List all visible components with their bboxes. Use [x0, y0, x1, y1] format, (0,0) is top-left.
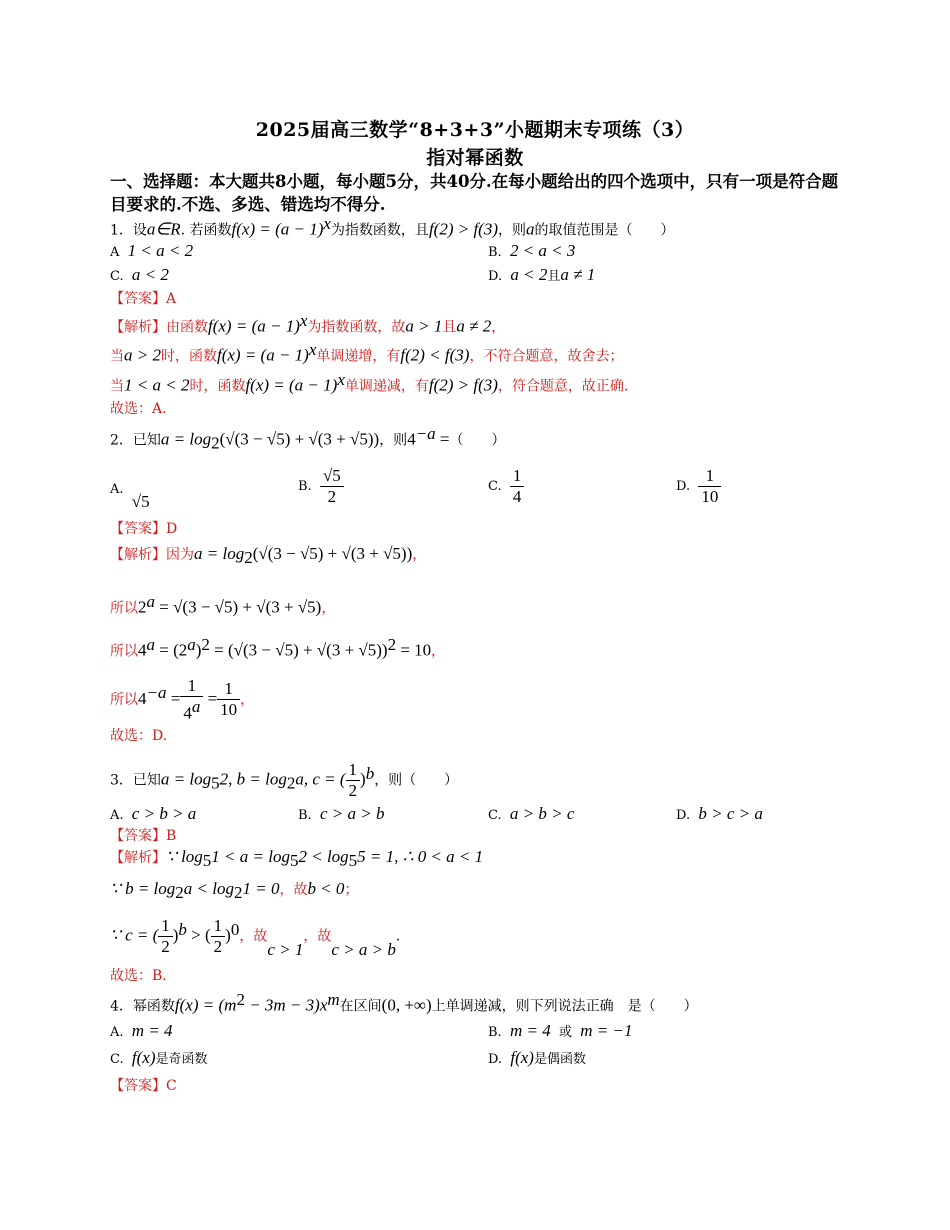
question-1-conclusion: 故选：A. — [110, 401, 167, 417]
question-1-analysis-line-1: 【解析】由函数$f(x) = (a - 1)^x$为指数函数，故a > 1且a ≠ 2， — [110, 311, 506, 336]
page-subtitle: 指对幂函数 — [426, 147, 524, 169]
question-1-option-c: C. a < 2 — [110, 265, 169, 284]
question-4-option-a: A. m = 4 — [110, 1021, 173, 1040]
question-4-option-c: C. f(x)是奇函数 — [110, 1048, 208, 1067]
question-1-option-b: B. 2 < a < 3 — [488, 241, 576, 260]
question-3-answer: 【答案】B — [110, 828, 177, 844]
question-2-option-b: B. $\frac{√5}{2}$ — [298, 466, 344, 507]
question-3-analysis-line-1: 【解析】∵ $\log_51 < a = \log_52 < \log_55 = 1$, ∴ 0 < a < 1 — [110, 847, 484, 870]
question-1-option-a: A 1 < a < 2 — [110, 241, 194, 260]
question-2-answer: 【答案】D — [110, 521, 178, 537]
question-1-stem: 1．设a∈R. 若函数$f(x) = (a - 1)^x$为指数函数，且f(2) > f(3)，则a的取值范围是（ ） — [110, 214, 675, 239]
question-4-stem: 4．幂函数$f(x) = (m^2 - 3m - 3)x^m$在区间(0, +∞)上单调递减，则下列说法正确 是（ ） — [110, 990, 698, 1015]
question-3-analysis-line-2: ∵ $b = \log_2a < \log_21 = 0$，故b < 0； — [110, 879, 359, 902]
question-1-answer: 【答案】A — [110, 291, 177, 307]
question-3-analysis-line-3: ∵ c = ( $\frac{1}{2}$ )$^b$ > ( $\frac{1}{2}$ )$^0$，故c > 1，故c > a > b. — [110, 916, 401, 959]
question-2-analysis-line-1: 【解析】因为$a = \log_2(√(3 - √5) + √(3 + √5))$， — [110, 544, 427, 567]
question-2-stem: 2．已知$a = \log_2(√(3 - √5) + √(3 + √5))$，则$4^{-a}$ =（ ） — [110, 424, 506, 453]
question-2-analysis-line-4: 所以$4^{-a}$ = $\frac{1}{4^a}$ = $\frac{1}{10}$ ， — [110, 676, 255, 723]
section-heading: 一、选择题：本大题共8小题，每小题5分，共40分.在每小题给出的四个选项中，只有一项是符合题目要求的.不选、多选、错选均不得分. — [110, 172, 839, 214]
question-1-analysis-line-3: 当1 < a < 2时，函数$f(x) = (a - 1)^x$单调递减，有f(2) > f(3)，符合题意，故正确. — [110, 370, 629, 395]
question-3-stem: 3．已知$a = \log_52$, $b = \log_2a$, c = ( $\frac{1}{2}$ )$^b$，则（ ） — [110, 760, 459, 800]
question-1-option-d: D. a < 2且a ≠ 1 — [488, 265, 596, 284]
question-3-option-b: B. c > a > b — [298, 804, 385, 823]
question-3-option-a: A. c > b > a — [110, 804, 197, 823]
question-4-option-b: B. m = 4 或 m = −1 — [488, 1021, 633, 1040]
question-2-option-d: D. $\frac{1}{10}$ — [676, 466, 721, 507]
question-3-option-d: D. b > c > a — [676, 804, 763, 823]
question-2-option-c: C. $\frac{1}{4}$ — [488, 466, 524, 507]
question-2-conclusion: 故选：D. — [110, 728, 168, 744]
question-3-option-c: C. a > b > c — [488, 804, 575, 823]
question-4-answer: 【答案】C — [110, 1078, 177, 1094]
question-2-analysis-line-3: 所以$4^a = (2^a)^2 = (√(3 - √5) + √(3 + √5))^2 = 10$， — [110, 635, 446, 660]
question-3-conclusion: 故选：B. — [110, 968, 167, 984]
question-2-analysis-line-2: 所以$2^a = √(3 - √5) + √(3 + √5)$， — [110, 592, 336, 617]
question-1-analysis-line-2: 当a > 2时，函数$f(x) = (a - 1)^x$单调递增，有f(2) < f(3)，不符合题意，故舍去； — [110, 340, 624, 365]
question-2-option-a: A. √5 — [110, 482, 150, 511]
question-4-option-d: D. f(x)是偶函数 — [488, 1048, 586, 1067]
page-title: 2025届高三数学“8+3+3”小题期末专项练（3） — [255, 119, 695, 141]
